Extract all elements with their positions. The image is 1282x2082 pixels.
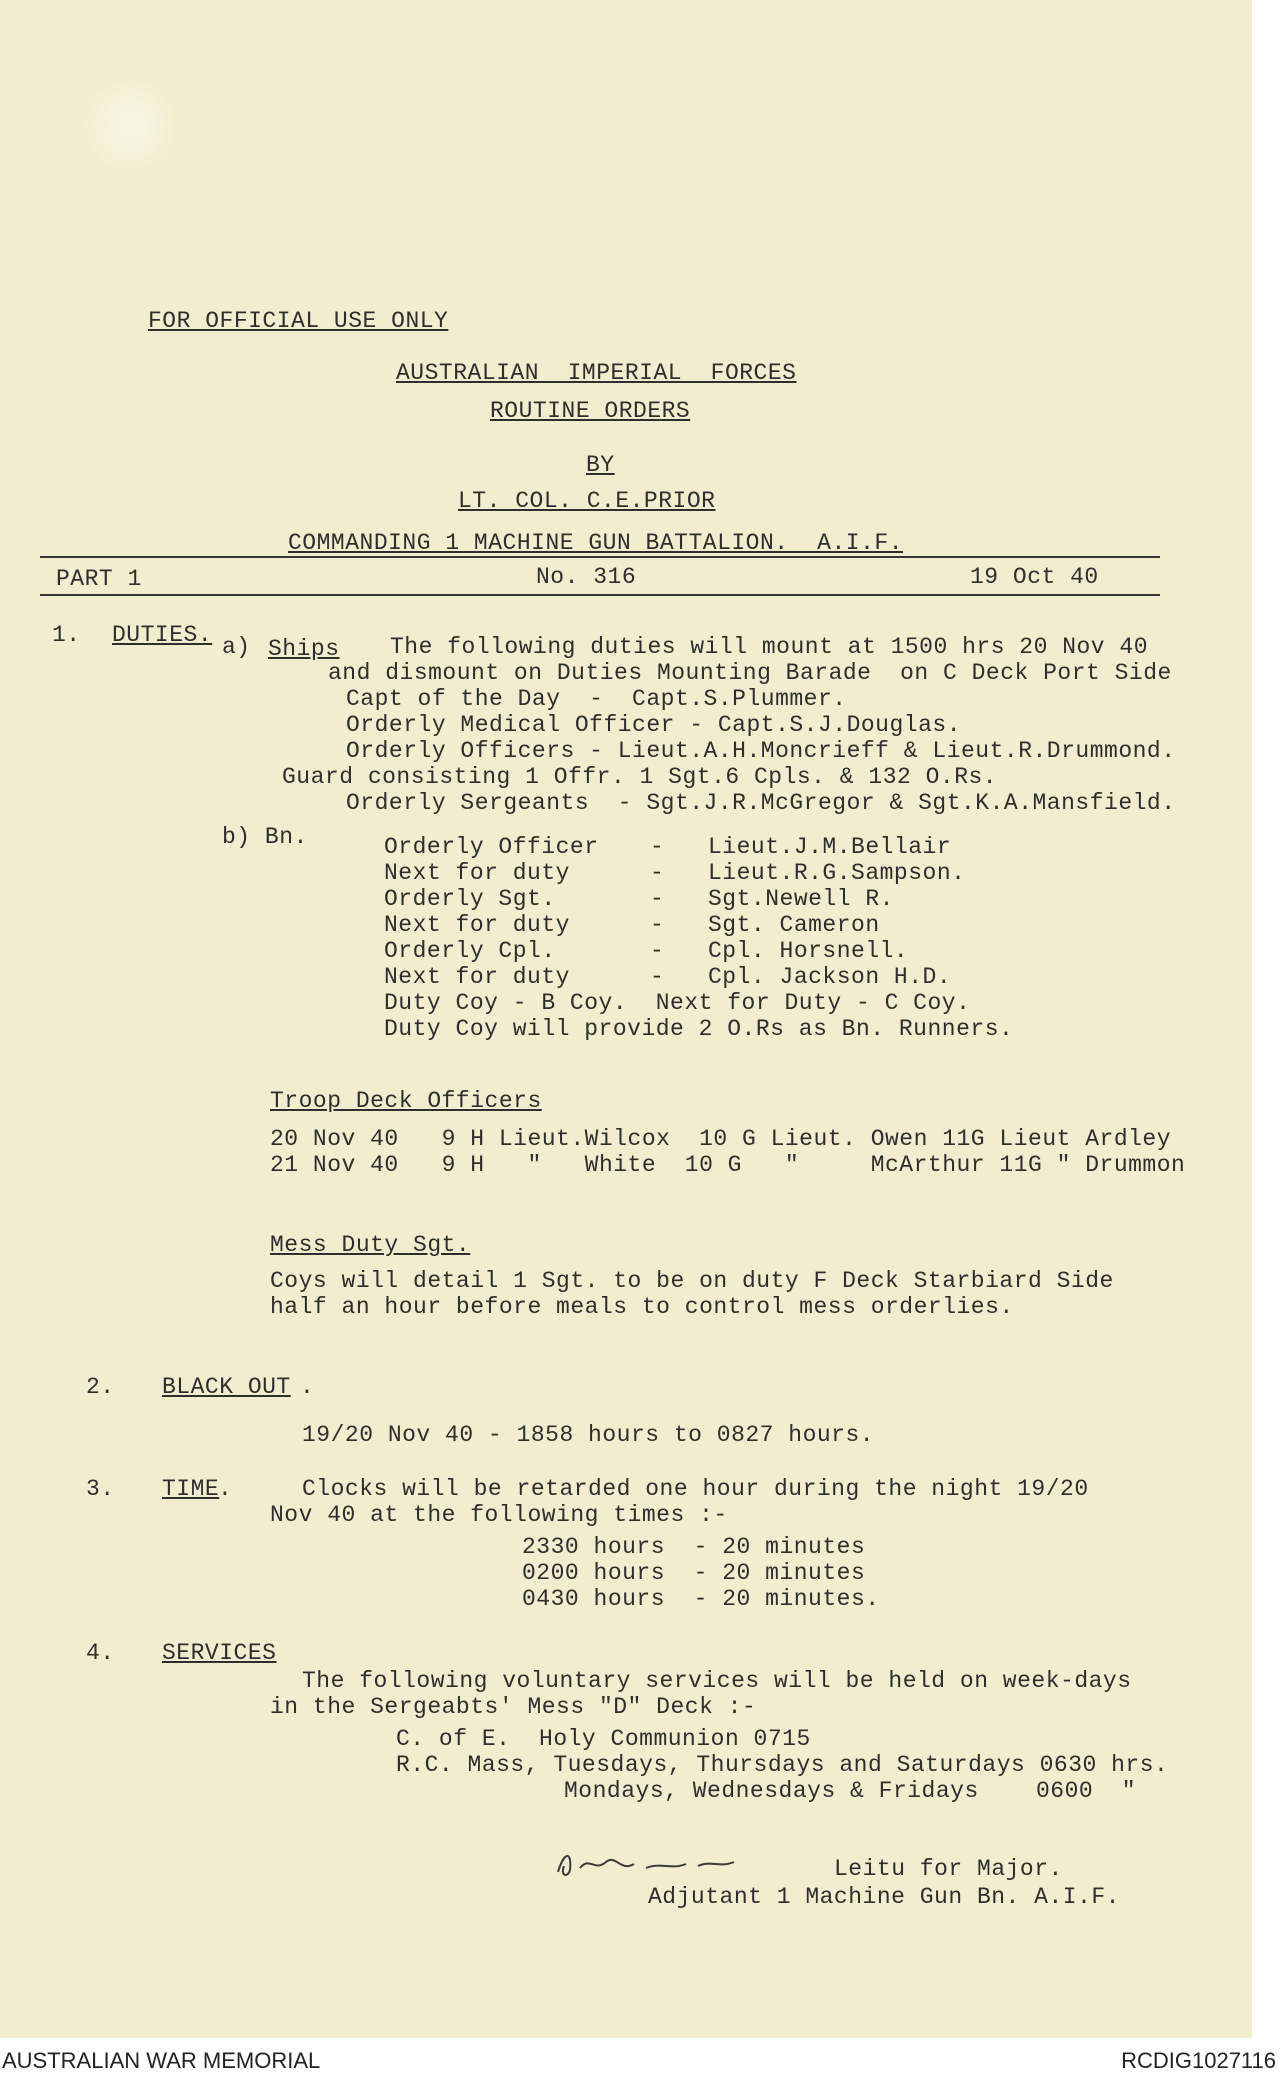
bn-role: Orderly Sgt. bbox=[384, 886, 556, 912]
paper-stain bbox=[80, 80, 180, 170]
text-line: Orderly Officers - Lieut.A.H.Moncrieff & Lieut.R.Drummond. bbox=[346, 738, 1176, 764]
bn-dash: - bbox=[650, 938, 665, 964]
text-line: Orderly Medical Officer - Capt.S.J.Douglas. bbox=[346, 712, 961, 738]
ships-label: Ships bbox=[268, 636, 340, 662]
part-rule bbox=[40, 594, 1160, 596]
text-line: Mondays, Wednesdays & Fridays 0600 " bbox=[564, 1778, 1137, 1804]
text-line: Guard consisting 1 Offr. 1 Sgt.6 Cpls. & 132 O.Rs. bbox=[282, 764, 998, 790]
handwritten-signature bbox=[550, 1842, 780, 1882]
by-heading: BY bbox=[586, 452, 615, 478]
section-title: DUTIES. bbox=[112, 622, 213, 648]
text-line: Capt of the Day - Capt.S.Plummer. bbox=[346, 686, 847, 712]
doc-type-heading: ROUTINE ORDERS bbox=[490, 398, 691, 424]
text-line: 19/20 Nov 40 - 1858 hours to 0827 hours. bbox=[302, 1422, 875, 1448]
text-line: R.C. Mass, Tuesdays, Thursdays and Saturdays 0630 hrs. bbox=[396, 1752, 1169, 1778]
signature-line: Leitu for Major. bbox=[834, 1856, 1063, 1882]
text-line: The following voluntary services will be held on week-days bbox=[302, 1668, 1132, 1694]
bn-dash: - bbox=[650, 912, 665, 938]
bn-role: Orderly Officer bbox=[384, 834, 599, 860]
section-number: 4. bbox=[86, 1640, 115, 1666]
order-number: No. 316 bbox=[536, 564, 637, 590]
section-title: BLACK OUT bbox=[162, 1374, 291, 1400]
header-rule bbox=[40, 556, 1160, 558]
officer-heading: LT. COL. C.E.PRIOR bbox=[458, 488, 716, 514]
footer-id: RCDIG1027116 bbox=[1121, 2048, 1276, 2073]
page-edge bbox=[1252, 0, 1282, 2038]
section-title-dot: . bbox=[218, 1476, 233, 1502]
bn-name: Lieut.J.M.Bellair bbox=[708, 834, 952, 860]
subsection-label: a) bbox=[222, 634, 251, 660]
bn-role: Next for duty bbox=[384, 912, 570, 938]
footer-credit: AUSTRALIAN WAR MEMORIAL bbox=[2, 2048, 321, 2073]
org-heading: AUSTRALIAN IMPERIAL FORCES bbox=[396, 360, 797, 386]
section-number: 3. bbox=[86, 1476, 115, 1502]
part-label: PART 1 bbox=[56, 566, 142, 592]
text-line: Coys will detail 1 Sgt. to be on duty F Deck Starbiard Side bbox=[270, 1268, 1114, 1294]
footer bbox=[0, 2040, 1282, 2082]
section-title: SERVICES bbox=[162, 1640, 277, 1666]
section-title: TIME bbox=[162, 1476, 220, 1502]
time-entry: 0430 hours - 20 minutes. bbox=[522, 1586, 880, 1612]
bn-dash: - bbox=[650, 886, 665, 912]
section-number: 1. bbox=[52, 622, 81, 648]
text-line: 20 Nov 40 9 H Lieut.Wilcox 10 G Lieut. Owen 11G Lieut Ardley bbox=[270, 1126, 1172, 1152]
text-line: Duty Coy will provide 2 O.Rs as Bn. Runners. bbox=[384, 1016, 1014, 1042]
bn-name: Sgt.Newell R. bbox=[708, 886, 894, 912]
time-entry: 0200 hours - 20 minutes bbox=[522, 1560, 866, 1586]
bn-role: Orderly Cpl. bbox=[384, 938, 556, 964]
text-line: half an hour before meals to control mess orderlies. bbox=[270, 1294, 1014, 1320]
bn-dash: - bbox=[650, 964, 665, 990]
bn-name: Lieut.R.G.Sampson. bbox=[708, 860, 966, 886]
text-line: Duty Coy - B Coy. Next for Duty - C Coy. bbox=[384, 990, 971, 1016]
text-line: Clocks will be retarded one hour during the night 19/20 bbox=[302, 1476, 1089, 1502]
bn-name: Cpl. Horsnell. bbox=[708, 938, 909, 964]
section-number: 2. bbox=[86, 1374, 115, 1400]
bn-role: Next for duty bbox=[384, 964, 570, 990]
time-entry: 2330 hours - 20 minutes bbox=[522, 1534, 866, 1560]
text-line: in the Sergeabts' Mess "D" Deck :- bbox=[270, 1694, 757, 1720]
order-date: 19 Oct 40 bbox=[970, 564, 1099, 590]
bn-dash: - bbox=[650, 834, 665, 860]
text-line: 21 Nov 40 9 H " White 10 G " McArthur 11G " Drummon bbox=[270, 1152, 1186, 1178]
bn-role: Next for duty bbox=[384, 860, 570, 886]
text-line: The following duties will mount at 1500 hrs 20 Nov 40 bbox=[390, 634, 1149, 660]
troop-deck-title: Troop Deck Officers bbox=[270, 1088, 542, 1114]
text-line: Orderly Sergeants - Sgt.J.R.McGregor & Sgt.K.A.Mansfield. bbox=[346, 790, 1176, 816]
bn-dash: - bbox=[650, 860, 665, 886]
bn-name: Sgt. Cameron bbox=[708, 912, 880, 938]
text-line: and dismount on Duties Mounting Barade on C Deck Port Side bbox=[328, 660, 1172, 686]
mess-title: Mess Duty Sgt. bbox=[270, 1232, 471, 1258]
text-line: Nov 40 at the following times :- bbox=[270, 1502, 728, 1528]
text-line: C. of E. Holy Communion 0715 bbox=[396, 1726, 811, 1752]
subsection-label: b) Bn. bbox=[222, 824, 308, 850]
command-heading: COMMANDING 1 MACHINE GUN BATTALION. A.I.F. bbox=[288, 530, 903, 556]
signature-line: Adjutant 1 Machine Gun Bn. A.I.F. bbox=[648, 1884, 1120, 1910]
official-use-heading: FOR OFFICIAL USE ONLY bbox=[148, 308, 449, 334]
bn-name: Cpl. Jackson H.D. bbox=[708, 964, 952, 990]
section-title-dot: . bbox=[300, 1374, 315, 1400]
